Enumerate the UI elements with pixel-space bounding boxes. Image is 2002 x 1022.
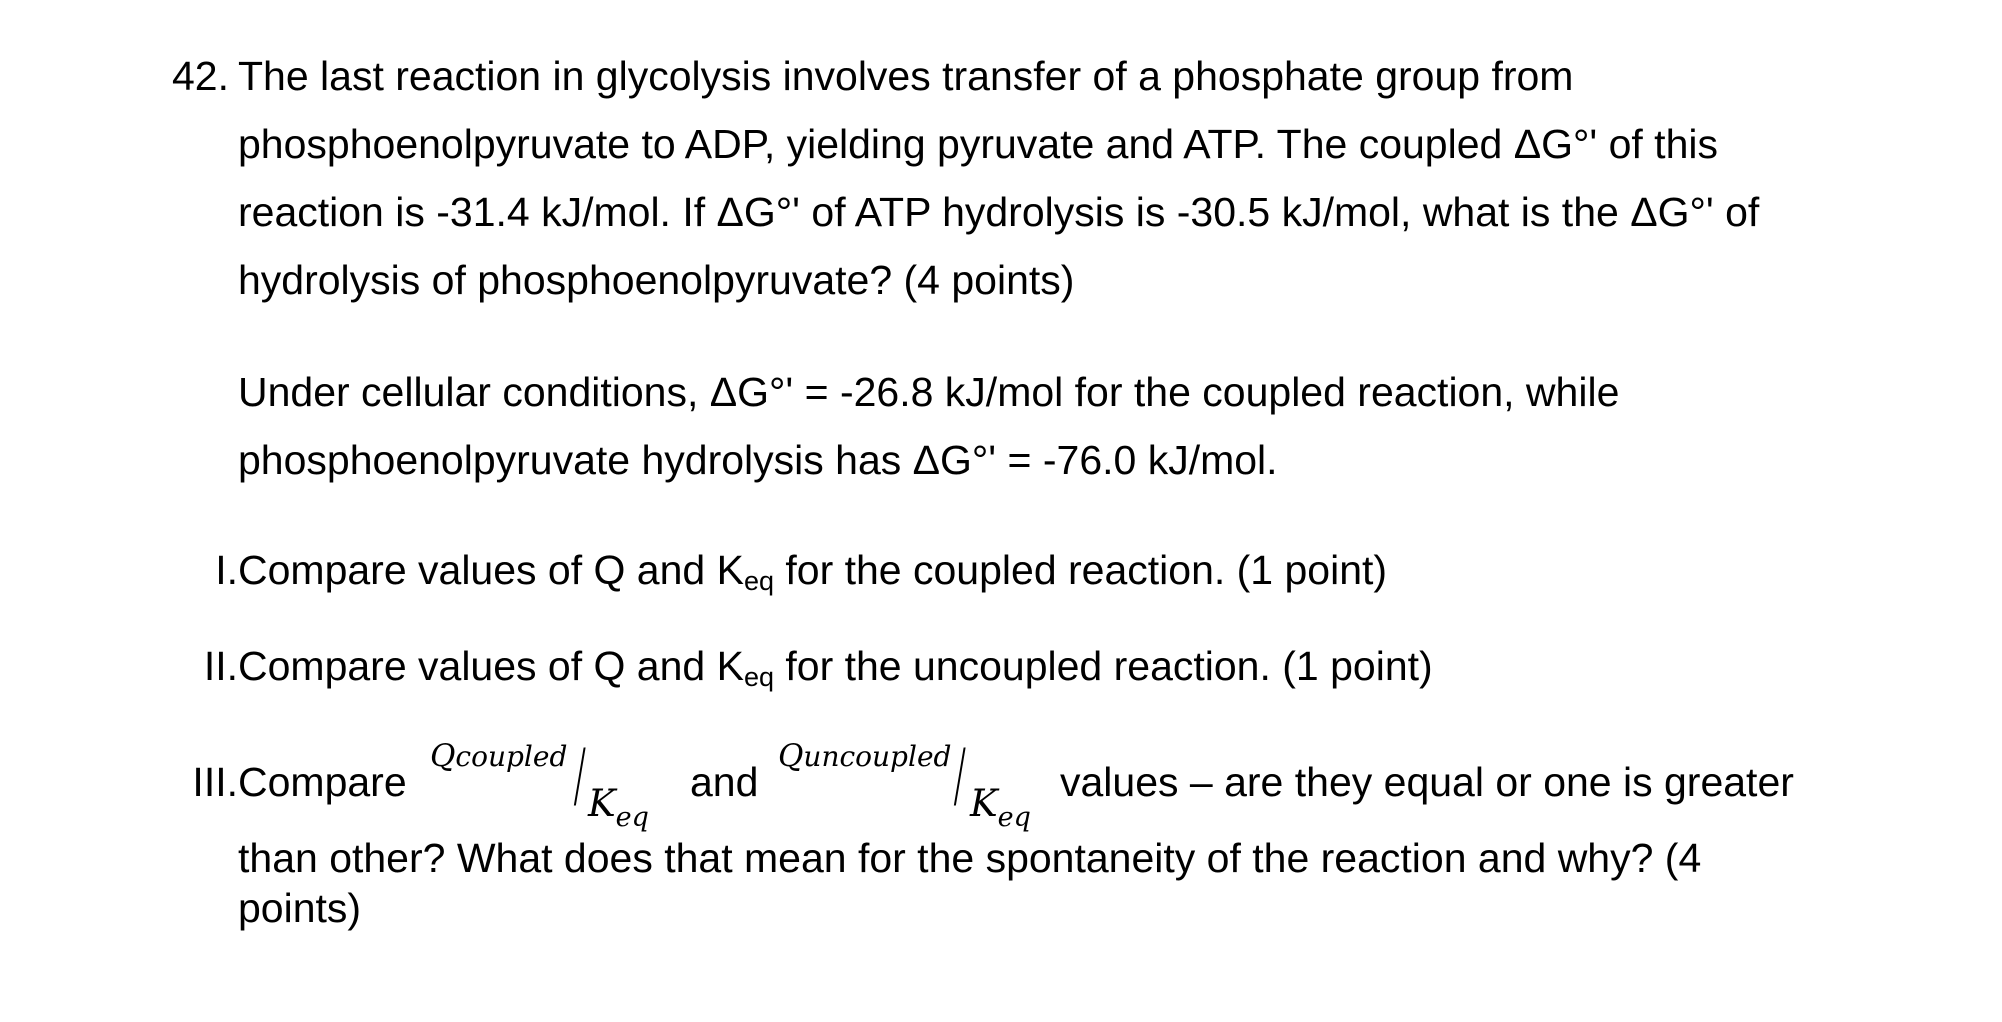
- fraction-1-numerator: [430, 738, 567, 774]
- intro-line-1: The last reaction in glycolysis involves transfer of a phosphate group from: [238, 53, 1574, 99]
- subpart-1-numeral: I.: [215, 547, 238, 593]
- fraction-2-numerator: [778, 738, 951, 774]
- fraction-1-numerator-base: Q: [430, 738, 456, 774]
- subpart-1-text: [238, 547, 1388, 596]
- fraction-1-slash: /: [573, 734, 587, 816]
- subpart-1-text-before: Compare values of Q and K: [238, 547, 744, 593]
- subpart-2-text: [238, 643, 1433, 692]
- intro-line-3: reaction is -31.4 kJ/mol. If ΔG°' of ATP hydrolysis is -30.5 kJ/mol, what is the ΔG°' of: [238, 189, 1760, 235]
- subpart-3-continuation-line-2: points): [238, 885, 362, 931]
- fraction-2-slash: /: [953, 734, 967, 816]
- subpart-3-numeral: III.: [192, 759, 238, 805]
- fraction-2-denominator: [970, 782, 1031, 833]
- subpart-1-text-after: for the coupled reaction. (1 point): [773, 547, 1388, 593]
- conditions-line-1: Under cellular conditions, ΔG°' = -26.8 kJ/mol for the coupled reaction, while: [238, 369, 1620, 415]
- fraction-1-denominator-base: K: [588, 782, 616, 825]
- fraction-2-denominator-sub: eq: [997, 802, 1031, 833]
- fraction-2-numerator-sub: uncoupled: [803, 740, 952, 773]
- fraction-q-uncoupled-over-keq: [778, 734, 1048, 838]
- intro-line-4: hydrolysis of phosphoenolpyruvate? (4 points): [238, 257, 1075, 303]
- subpart-3-and-word: and: [690, 759, 759, 805]
- fraction-1-denominator-sub: eq: [615, 802, 649, 833]
- fraction-2-numerator-base: Q: [778, 738, 804, 774]
- fraction-1-numerator-sub: coupled: [455, 740, 568, 773]
- subpart-2-text-before: Compare values of Q and K: [238, 643, 744, 689]
- fraction-2-denominator-base: K: [970, 782, 998, 825]
- subpart-2-numeral: II.: [203, 643, 238, 689]
- subpart-3-continuation-line-1: than other? What does that mean for the spontaneity of the reaction and why? (4: [238, 835, 1702, 881]
- fraction-1-denominator: [588, 782, 649, 833]
- conditions-line-2: phosphoenolpyruvate hydrolysis has ΔG°' = -76.0 kJ/mol.: [238, 437, 1278, 483]
- subpart-3-compare-word: Compare: [238, 759, 407, 805]
- fraction-q-coupled-over-keq: [430, 734, 660, 838]
- subpart-3-text-after-fractions: values – are they equal or one is greater: [1060, 759, 1794, 805]
- question-number: 42.: [172, 53, 229, 99]
- intro-line-2: phosphoenolpyruvate to ADP, yielding pyruvate and ATP. The coupled ΔG°' of this: [238, 121, 1718, 167]
- subpart-2-subscript: eq: [743, 662, 774, 692]
- subpart-1-subscript: eq: [743, 566, 774, 596]
- subpart-2-text-after: for the uncoupled reaction. (1 point): [773, 643, 1433, 689]
